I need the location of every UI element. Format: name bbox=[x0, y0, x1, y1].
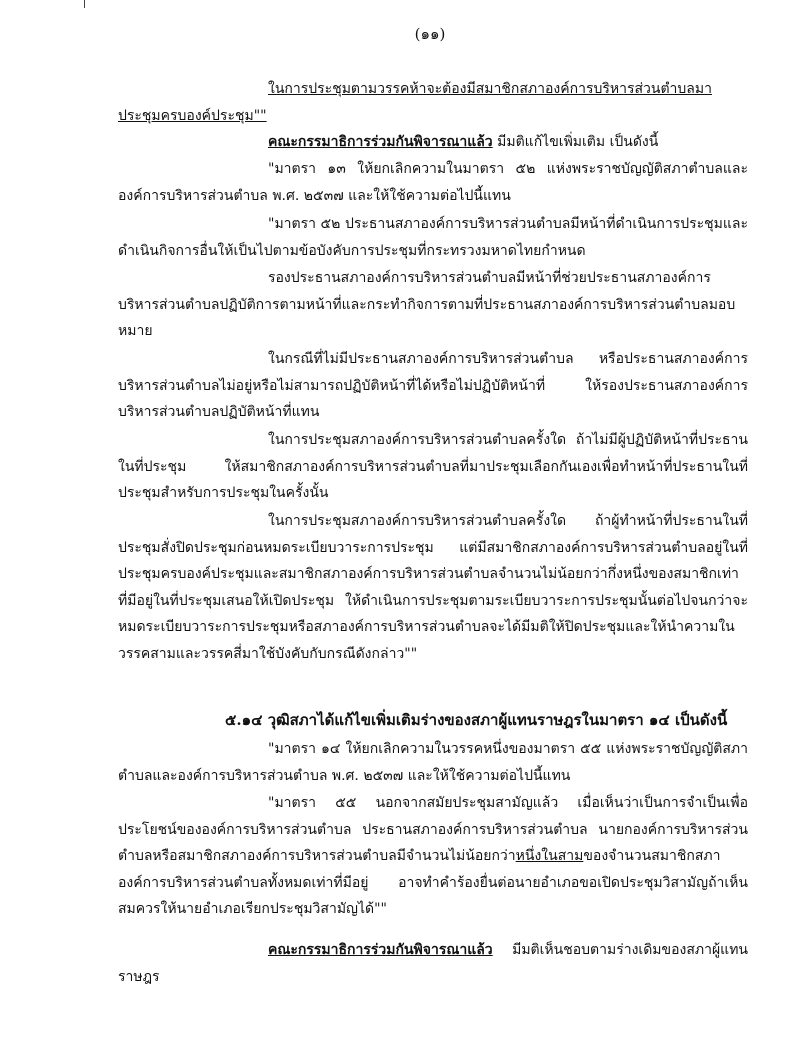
committee-heading-2: คณะกรรมาธิการร่วมกันพิจารณาแล้ว bbox=[268, 942, 493, 958]
paragraph-4 bbox=[118, 211, 748, 264]
paragraph-1-text: ในการประชุมตามวรรคห้าจะต้องมีสมาชิกสภาองค์การบริหารส่วนตำบลมาประชุมครบองค์ประชุม"" bbox=[118, 81, 712, 124]
paragraph-3 bbox=[118, 156, 748, 209]
page-number: (๑๑) bbox=[414, 25, 446, 43]
paragraph-2 bbox=[118, 129, 748, 156]
paragraph-5 bbox=[118, 265, 748, 345]
paragraph-7 bbox=[118, 427, 748, 507]
paragraph-4-text: "มาตรา ๕๒ ประธานสภาองค์การบริหารส่วนตำบลมีหน้าที่ดำเนินการประชุมและดำเนินกิจการอื่นให้เป็นไปตามข้อบังคับการประชุมที่กระทรวงมหาดไทยกำหนด bbox=[118, 216, 748, 259]
paragraph-3-text: "มาตรา ๑๓ ให้ยกเลิกความในมาตรา ๕๒ แห่งพระราชบัญญัติสภาตำบลและองค์การบริหารส่วนตำบล พ.ศ. ๒๕๓๗ และให้ใช้ความต่อไปนี้แทน bbox=[118, 161, 748, 204]
paragraph-11 bbox=[118, 937, 748, 990]
scan-mark bbox=[84, 0, 85, 8]
paragraph-9-text: "มาตรา ๑๔ ให้ยกเลิกความในวรรคหนึ่งของมาตรา ๕๕ แห่งพระราชบัญญัติสภาตำบลและองค์การบริหารส่วนตำบล พ.ศ. ๒๕๓๗ และให้ใช้ความต่อไปนี้แทน bbox=[118, 741, 748, 784]
paragraph-11-text: มีมติเห็นชอบตามร่างเดิมของสภาผู้แทนราษฎร bbox=[118, 942, 748, 985]
paragraph-10-underlined: หนึ่งในสาม bbox=[515, 848, 584, 864]
paragraph-5-text: รองประธานสภาองค์การบริหารส่วนตำบลมีหน้าที่ช่วยประธานสภาองค์การบริหารส่วนตำบลปฏิบัติการตามหน้าที่และกระทำกิจการตามที่ประธานสภาองค์การบริหารส่วนตำบลมอบหมาย bbox=[118, 270, 736, 339]
paragraph-7-text: ในการประชุมสภาองค์การบริหารส่วนตำบลครั้งใด ถ้าไม่มีผู้ปฏิบัติหน้าที่ประธานในที่ประชุม ให้สมาชิกสภาองค์การบริหารส่วนตำบลที่มาประชุมเลือกกันเองเพื่อทำหน้าที่ประธานในที่ประชุมสำหรับการประชุมในครั้งนั้น bbox=[118, 432, 748, 501]
paragraph-1 bbox=[118, 76, 748, 129]
paragraph-6 bbox=[118, 346, 748, 426]
paragraph-8-text: ในการประชุมสภาองค์การบริหารส่วนตำบลครั้งใด ถ้าผู้ทำหน้าที่ประธานในที่ประชุมสั่งปิดประชุมก่อนหมดระเบียบวาระการประชุม แต่มีสมาชิกสภาองค์การบริหารส่วนตำบลอยู่ในที่ประชุมครบองค์ประชุมและสมาชิกสภาองค์การบริหารส่วนตำบลจำนวนไม่น้อยกว่ากึ่งหนึ่งของสมาชิกเท่าที่มีอยู่ในที่ประชุมเสนอให้เปิดประชุม ให้ดำเนินการประชุมตามระเบียบวาระการประชุมนั้นต่อไปจนกว่าจะหมดระเบียบวาระการประชุมหรือสภาองค์การบริหารส่วนตำบลจะได้มีมติให้ปิดประชุมและให้นำความในวรรคสามและวรรคสี่มาใช้บังคับกับกรณีดังกล่าว"" bbox=[118, 513, 748, 662]
section-heading: ๕.๑๔ วุฒิสภาได้แก้ไขเพิ่มเติมร่างของสภาผู้แทนราษฎรในมาตรา ๑๔ เป็นดังนี้ bbox=[225, 711, 728, 729]
paragraph-9 bbox=[118, 736, 748, 789]
committee-heading-1: คณะกรรมาธิการร่วมกันพิจารณาแล้ว bbox=[268, 134, 493, 150]
paragraph-10-after: ของจำนวนสมาชิกสภาองค์การบริหารส่วนตำบลทั้งหมดเท่าที่มีอยู่ อาจทำคำร้องยื่นต่อนายอำเภอขอเปิดประชุมวิสามัญถ้าเห็นสมควรให้นายอำเภอเรียกประชุมวิสามัญได้"" bbox=[118, 848, 748, 917]
paragraph-10 bbox=[118, 790, 748, 923]
paragraph-2-text: มีมติแก้ไขเพิ่มเติม เป็นดังนี้ bbox=[492, 134, 659, 150]
paragraph-6-text: ในกรณีที่ไม่มีประธานสภาองค์การบริหารส่วนตำบล หรือประธานสภาองค์การบริหารส่วนตำบลไม่อยู่หรือไม่สามารถปฏิบัติหน้าที่ได้หรือไม่ปฏิบัติหน้าที่ ให้รองประธานสภาองค์การบริหารส่วนตำบลปฏิบัติหน้าที่แทน bbox=[118, 351, 748, 420]
paragraph-10-before: "มาตรา ๕๕ นอกจากสมัยประชุมสามัญแล้ว เมื่อเห็นว่าเป็นการจำเป็นเพื่อประโยชน์ขององค์การบริหารส่วนตำบล ประธานสภาองค์การบริหารส่วนตำบล นายกองค์การบริหารส่วนตำบลหรือสมาชิกสภาองค์การบริหารส่วนตำบลมีจำนวนไม่น้อยกว่า bbox=[118, 795, 748, 864]
paragraph-8 bbox=[118, 508, 748, 667]
